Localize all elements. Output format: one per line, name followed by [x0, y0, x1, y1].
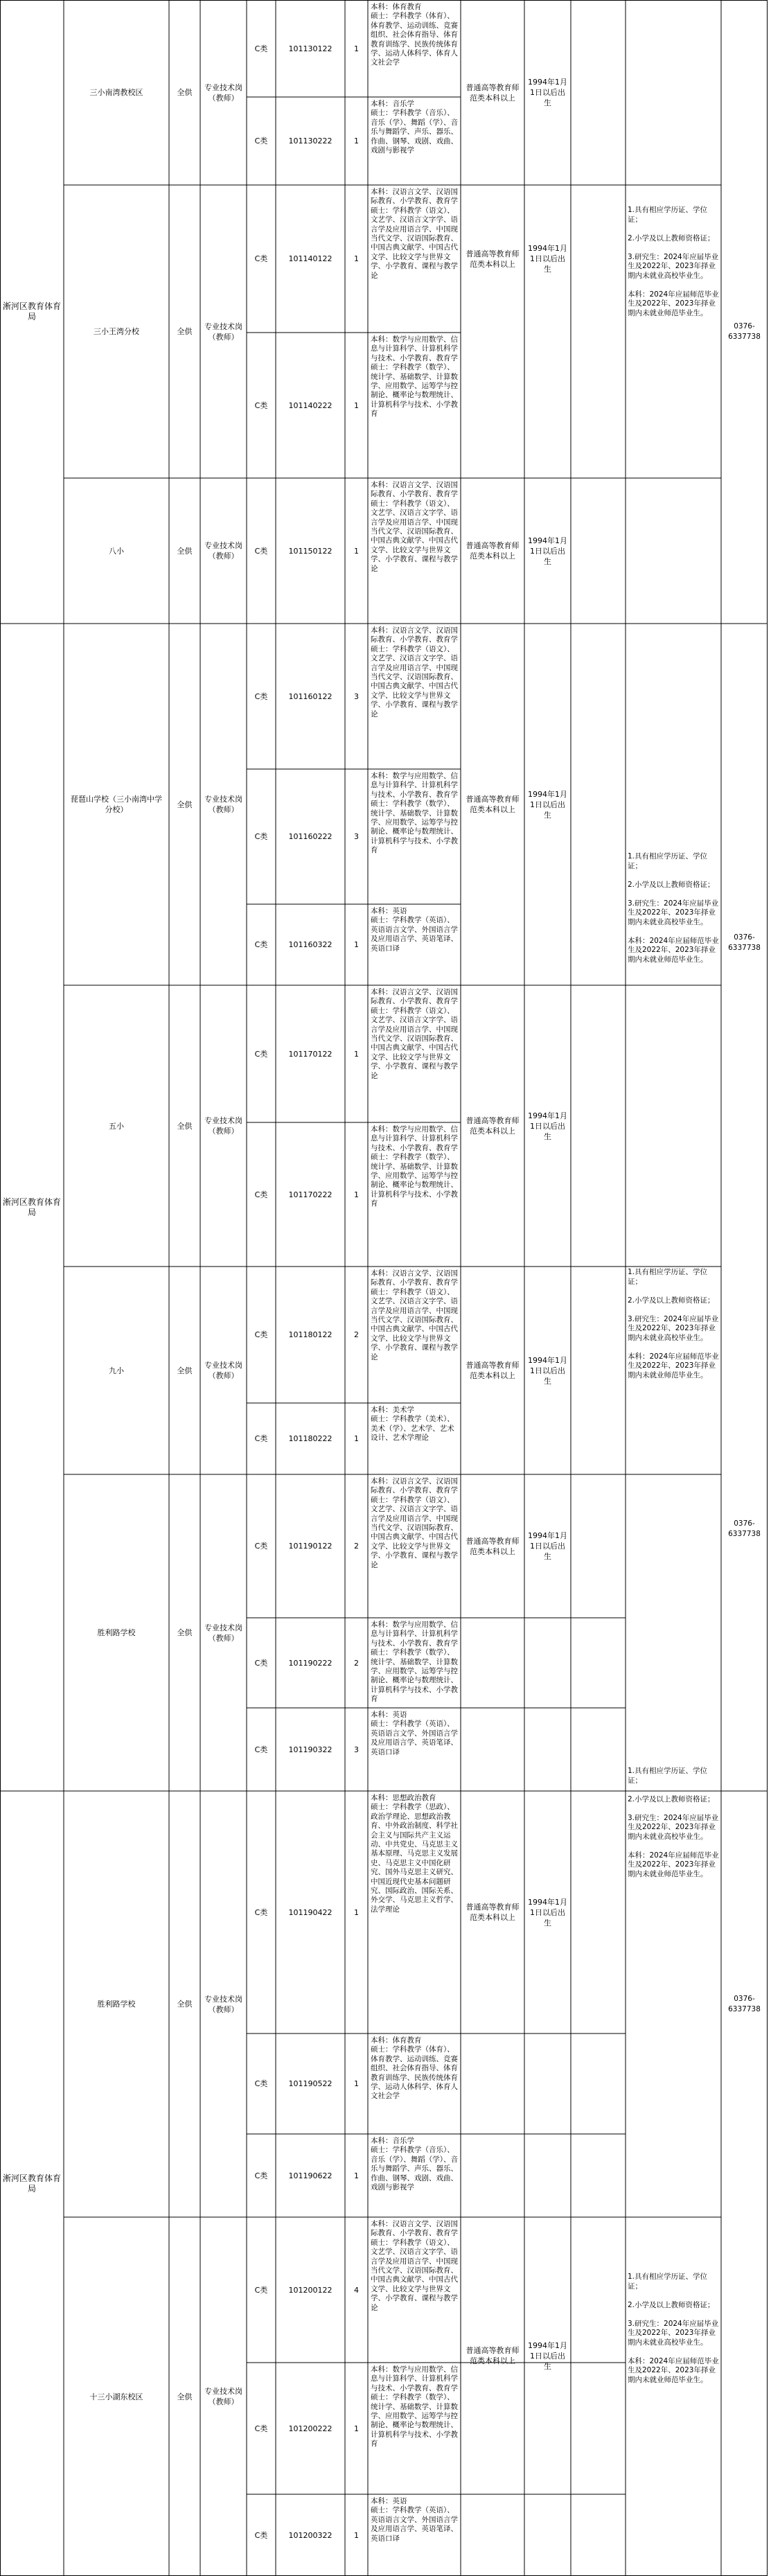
post-code-cell-text: 101180222: [288, 1434, 333, 1443]
headcount-cell: [345, 2363, 368, 2494]
category-cell: [169, 478, 200, 624]
school-cell: [64, 985, 169, 1267]
major-requirement-cell-text: 本科：汉语言文学、汉语国际教育、小学教育、教育学 硕士：学科教学（语文）、文艺学、汉语言文字学、语言学及应用语言学、中国现当代文学、汉语国际教育、中国古典文献学、中国古代文学、比较文学与世界文学、小学教育、课程与教学论: [371, 988, 458, 1080]
headcount-cell: [345, 0, 368, 97]
other-requirements: [626, 769, 721, 1046]
headcount-cell: [345, 1791, 368, 2034]
category-cell: [169, 2217, 200, 2576]
post-class-cell-text: C类: [254, 2424, 268, 2433]
post-code-cell: [276, 1791, 345, 2034]
major-requirement-cell: [368, 1618, 461, 1708]
post-class-cell: [247, 624, 276, 769]
post-type-cell-text: 专业技术岗（教师）: [204, 1994, 242, 2014]
headcount-cell: [345, 478, 368, 624]
education-cell-text: 普通高等教育师范类本科以上: [466, 1116, 520, 1136]
school-cell: [64, 1474, 169, 1791]
headcount-cell-text: 1: [354, 1190, 359, 1199]
post-type-cell-text: 专业技术岗（教师）: [204, 1623, 242, 1643]
post-code-cell: [276, 769, 345, 904]
post-type-cell-text: 专业技术岗（教师）: [204, 1361, 242, 1380]
post-class-cell: [247, 904, 276, 985]
org-label: 淅河区教育体育局: [2, 2173, 61, 2194]
education-cell: [461, 985, 524, 1267]
category-cell-text: 全供: [177, 2392, 193, 2401]
post-code-cell: [276, 2134, 345, 2217]
post-class-cell-text: C类: [254, 254, 268, 263]
school-name: 胜利路学校: [97, 2000, 136, 2009]
post-class-cell: [247, 2363, 276, 2494]
contact-cell: [721, 1267, 768, 1791]
education-cell-text: 普通高等教育师范类本科以上: [466, 1536, 520, 1556]
headcount-cell-text: 3: [354, 832, 359, 841]
post-code-cell-text: 101140222: [288, 400, 333, 410]
post-code-cell-text: 101140122: [288, 254, 333, 263]
post-code-cell-text: 101170222: [288, 1190, 333, 1199]
school-cell: [64, 1267, 169, 1474]
education-cell: [461, 624, 524, 985]
age-cell-text: 1994年1月1日以后出生: [528, 1531, 567, 1561]
major-requirement-cell: [368, 1791, 461, 2034]
post-class-cell-text: C类: [254, 2079, 268, 2088]
post-class-cell-text: C类: [254, 940, 268, 949]
post-class-cell-text: C类: [254, 1434, 268, 1443]
headcount-cell-text: 1: [354, 546, 359, 556]
category-cell-text: 全供: [177, 88, 193, 97]
category-cell-text: 全供: [177, 800, 193, 809]
school-cell: [64, 1791, 169, 2217]
education-cell: [461, 1267, 524, 1474]
post-code-cell-text: 101150122: [288, 546, 333, 556]
org-label: 淅河区教育体育局: [2, 301, 61, 321]
major-requirement-cell-text: 本科：数学与应用数学、信息与计算科学、计算机科学与技术、小学教育、教育学 硕士：学科教学（数学）、统计学、基础数学、计算数学、应用数学、运筹学与控制论、概率论与数理统计、计算机科学与技术、小学教育: [371, 1621, 458, 1704]
other-requirements: [626, 2259, 721, 2576]
category-cell-text: 全供: [177, 546, 193, 556]
major-requirement-cell: [368, 985, 461, 1122]
major-requirement-cell: [368, 1403, 461, 1474]
post-class-cell-text: C类: [254, 832, 268, 841]
major-requirement-cell-text: 本科：汉语言文学、汉语国际教育、小学教育、教育学 硕士：学科教学（语文）、文艺学、汉语言文字学、语言学及应用语言学、中国现当代文学、汉语国际教育、中国古典文献学、中国古代文学、比较文学与世界文学、小学教育、课程与教学论: [371, 626, 458, 718]
category-cell: [169, 1791, 200, 2217]
other-req-text: 1.具有相应学历证、学位证； 2.小学及以上教师资格证； 3.研究生：2024年应届毕业生及2022年、2023年择业期内未就业高校毕业生。 本科：2024年应届师范毕业生及2022年、2023年择业期内未就业师范毕业生。: [628, 206, 719, 317]
post-class-cell-text: C类: [254, 1907, 268, 1917]
major-requirement-cell-text: 本科：思想政治教育 硕士：学科教学（思政）、政治学理论、思想政治教育、中外政治制度、科学社会主义与国际共产主义运动、中共党史、马克思主义基本原理、马克思主义发展史、马克思主义中国化研究、国外马克思主义研究、中国近现代史基本问题研究、国际政治、国际关系、外交学、马克思主义哲学、法学理论: [371, 1794, 458, 1914]
major-requirement-cell-text: 本科：美术学 硕士：学科教学（美术）、美术（学）、艺术学、艺术设计、艺术学理论: [371, 1406, 454, 1443]
post-type-cell: [200, 1474, 247, 1791]
org-cell-1: [0, 0, 64, 624]
org-cell-3: [0, 1791, 64, 2576]
post-class-cell-text: C类: [254, 1745, 268, 1754]
major-requirement-cell-text: 本科：英语 硕士：学科教学（英语）、英语语言文学、外国语言学及应用语言学、英语笔译、英语口译: [371, 907, 458, 953]
post-class-cell-text: C类: [254, 1049, 268, 1059]
other-requirements: [626, 1267, 721, 1474]
education-cell-text: 普通高等教育师范类本科以上: [466, 82, 520, 103]
category-cell: [169, 1474, 200, 1791]
other-req-text: 1.具有相应学历证、学位证； 2.小学及以上教师资格证； 3.研究生：2024年应届毕业生及2022年、2023年择业期内未就业高校毕业生。 本科：2024年应届师范毕业生及2022年、2023年择业期内未就业师范毕业生。: [628, 852, 719, 964]
headcount-cell-text: 1: [354, 254, 359, 263]
headcount-cell-text: 1: [354, 1434, 359, 1443]
age-cell-text: 1994年1月1日以后出生: [528, 536, 567, 566]
education-cell: [461, 478, 524, 624]
school-cell: [64, 624, 169, 985]
post-class-cell-text: C类: [254, 136, 268, 145]
post-type-cell: [200, 0, 247, 185]
category-cell: [169, 1267, 200, 1474]
major-requirement-cell: [368, 97, 461, 185]
category-cell-text: 全供: [177, 327, 193, 336]
headcount-cell-text: 1: [354, 940, 359, 949]
category-cell-text: 全供: [177, 1121, 193, 1131]
education-cell: [461, 0, 524, 185]
post-code-cell: [276, 624, 345, 769]
major-requirement-cell-text: 本科：汉语言文学、汉语国际教育、小学教育、教育学 硕士：学科教学（语文）、文艺学、汉语言文字学、语言学及应用语言学、中国现当代文学、汉语国际教育、中国古典文献学、中国古代文学、比较文学与世界文学、小学教育、课程与教学论: [371, 2220, 458, 2312]
contact-cell: [721, 1791, 768, 2217]
post-code-cell: [276, 1403, 345, 1474]
post-code-cell-text: 101200122: [288, 2285, 333, 2295]
post-class-cell: [247, 0, 276, 97]
contact-cell: [721, 624, 768, 1262]
school-cell: [64, 185, 169, 478]
school-name: 九小: [109, 1366, 124, 1375]
org-label: 淅河区教育体育局: [2, 1197, 61, 1217]
major-requirement-cell: [368, 1122, 461, 1267]
post-code-cell-text: 101160322: [288, 940, 333, 949]
post-type-cell-text: 专业技术岗（教师）: [204, 82, 242, 103]
age-cell-text: 1994年1月1日以后出生: [528, 789, 567, 820]
age-cell: [524, 624, 571, 985]
major-requirement-cell: [368, 2134, 461, 2217]
category-cell: [169, 185, 200, 478]
major-requirement-cell-text: 本科：音乐学 硕士：学科教学（音乐）、音乐（学）、舞蹈（学）、音乐与舞蹈学、声乐、器乐、作曲、钢琴、戏剧、戏曲、戏剧与影视学: [371, 2137, 458, 2192]
age-cell: [524, 2217, 571, 2494]
post-code-cell-text: 101190322: [288, 1745, 333, 1754]
headcount-cell: [345, 1474, 368, 1618]
post-code-cell-text: 101130222: [288, 136, 333, 145]
school-name: 三小南湾教校区: [89, 88, 143, 97]
school-name: 胜利路学校: [97, 1628, 136, 1637]
education-cell-text: 普通高等教育师范类本科以上: [466, 795, 520, 814]
major-requirement-cell: [368, 2217, 461, 2363]
post-code-cell-text: 101180122: [288, 1330, 333, 1339]
major-requirement-cell: [368, 1474, 461, 1618]
post-class-cell: [247, 1791, 276, 2034]
major-requirement-cell: [368, 2363, 461, 2494]
post-code-cell-text: 101160222: [288, 832, 333, 841]
post-type-cell-text: 专业技术岗（教师）: [204, 1116, 242, 1136]
post-class-cell-text: C类: [254, 546, 268, 556]
age-cell: [524, 0, 571, 185]
age-cell-text: 1994年1月1日以后出生: [528, 244, 567, 274]
post-code-cell: [276, 0, 345, 97]
post-class-cell-text: C类: [254, 2530, 268, 2540]
post-class-cell: [247, 1618, 276, 1708]
post-class-cell-text: C类: [254, 1190, 268, 1199]
school-name: 三小王湾分校: [94, 327, 139, 336]
headcount-cell: [345, 2134, 368, 2217]
category-cell: [169, 985, 200, 1267]
headcount-cell: [345, 1122, 368, 1267]
org-cell-2: [0, 624, 64, 1791]
school-name: 琵琶山学校（三小南湾中学分校）: [71, 795, 162, 814]
post-type-cell: [200, 624, 247, 985]
school-cell: [64, 478, 169, 624]
post-class-cell-text: C类: [254, 1658, 268, 1668]
post-code-cell-text: 101200322: [288, 2530, 333, 2540]
post-code-cell: [276, 2217, 345, 2363]
major-requirement-cell-text: 本科：汉语言文学、汉语国际教育、小学教育、教育学 硕士：学科教学（语文）、文艺学、汉语言文字学、语言学及应用语言学、中国现当代文学、汉语国际教育、中国古典文献学、中国古代文学、比较文学与世界文学、小学教育、课程与教学论: [371, 1477, 458, 1569]
category-cell: [169, 624, 200, 985]
age-cell: [524, 1791, 571, 2034]
post-class-cell: [247, 1474, 276, 1618]
post-code-cell: [276, 1122, 345, 1267]
major-requirement-cell-text: 本科：体育教育 硕士：学科教学（体育）、体育教学、运动训练、竞赛组织、社会体育指导、体育教育训练学、民族传统体育学、运动人体科学、体育人文社会学: [371, 3, 458, 67]
post-type-cell-text: 专业技术岗（教师）: [204, 541, 242, 561]
post-class-cell-text: C类: [254, 2285, 268, 2295]
category-cell-text: 全供: [177, 1366, 193, 1375]
education-cell-text: 普通高等教育师范类本科以上: [466, 1361, 520, 1380]
headcount-cell-text: 1: [354, 2424, 359, 2433]
major-requirement-cell: [368, 185, 461, 333]
post-class-cell: [247, 478, 276, 624]
major-requirement-cell: [368, 904, 461, 985]
post-type-cell: [200, 185, 247, 478]
major-requirement-cell: [368, 2034, 461, 2134]
education-cell-text: 普通高等教育师范类本科以上: [466, 2346, 520, 2365]
other-req-text: 1.具有相应学历证、学位证； 2.小学及以上教师资格证； 3.研究生：2024年应届毕业生及2022年、2023年择业期内未就业高校毕业生。 本科：2024年应届师范毕业生及2022年、2023年择业期内未就业师范毕业生。: [628, 1268, 719, 1379]
contact-text: 0376-6337738: [728, 1519, 761, 1538]
age-cell-text: 1994年1月1日以后出生: [528, 1111, 567, 1141]
post-class-cell-text: C类: [254, 44, 268, 53]
other-req-text: 1.具有相应学历证、学位证； 2.小学及以上教师资格证； 3.研究生：2024年应届毕业生及2022年、2023年择业期内未就业高校毕业生。 本科：2024年应届师范毕业生及2022年、2023年择业期内未就业师范毕业生。: [628, 1767, 719, 1878]
post-class-cell: [247, 2494, 276, 2576]
category-cell: [169, 0, 200, 185]
post-class-cell-text: C类: [254, 1330, 268, 1339]
post-class-cell: [247, 1403, 276, 1474]
post-code-cell-text: 101130122: [288, 44, 333, 53]
post-class-cell: [247, 1122, 276, 1267]
post-class-cell: [247, 2134, 276, 2217]
major-requirement-cell-text: 本科：数学与应用数学、信息与计算科学、计算机科学与技术、小学教育、教育学 硕士：学科教学（数学）、统计学、基础数学、计算数学、应用数学、运筹学与控制论、概率论与数理统计、计算机科学与技术、小学教育: [371, 335, 458, 418]
school-cell: [64, 0, 169, 185]
post-code-cell-text: 101190122: [288, 1542, 333, 1551]
post-class-cell: [247, 985, 276, 1122]
headcount-cell-text: 3: [354, 1745, 359, 1754]
post-code-cell-text: 101190522: [288, 2079, 333, 2088]
headcount-cell: [345, 2217, 368, 2363]
post-code-cell: [276, 1708, 345, 1791]
major-requirement-cell-text: 本科：数学与应用数学、信息与计算科学、计算机科学与技术、小学教育、教育学 硕士：学科教学（数学）、统计学、基础数学、计算数学、应用数学、运筹学与控制论、概率论与数理统计、计算机科学与技术、小学教育: [371, 772, 458, 855]
major-requirement-cell: [368, 333, 461, 478]
post-code-cell: [276, 904, 345, 985]
post-class-cell: [247, 2034, 276, 2134]
education-cell: [461, 2217, 524, 2494]
post-class-cell-text: C类: [254, 2171, 268, 2180]
major-requirement-cell: [368, 624, 461, 769]
major-requirement-cell-text: 本科：英语 硕士：学科教学（英语）、英语语言文学、外国语言学及应用语言学、英语笔译、英语口译: [371, 2497, 458, 2543]
major-requirement-cell: [368, 1708, 461, 1791]
headcount-cell-text: 3: [354, 691, 359, 701]
post-code-cell-text: 101170122: [288, 1049, 333, 1059]
post-code-cell-text: 101190422: [288, 1907, 333, 1917]
headcount-cell-text: 1: [354, 2079, 359, 2088]
other-requirements: [626, 1746, 721, 2037]
headcount-cell-text: 1: [354, 1049, 359, 1059]
age-cell-text: 1994年1月1日以后出生: [528, 78, 567, 107]
post-code-cell-text: 101190222: [288, 1658, 333, 1668]
headcount-cell-text: 4: [354, 2285, 359, 2295]
age-cell-text: 1994年1月1日以后出生: [528, 1355, 567, 1386]
post-code-cell: [276, 985, 345, 1122]
category-cell-text: 全供: [177, 1628, 193, 1637]
post-class-cell: [247, 333, 276, 478]
headcount-cell-text: 1: [354, 136, 359, 145]
headcount-cell: [345, 985, 368, 1122]
post-code-cell: [276, 2494, 345, 2576]
post-code-cell: [276, 1618, 345, 1708]
headcount-cell: [345, 904, 368, 985]
contact-cell: [721, 185, 768, 478]
major-requirement-cell: [368, 769, 461, 904]
age-cell-text: 1994年1月1日以后出生: [528, 2340, 567, 2371]
headcount-cell-text: 2: [354, 1542, 359, 1551]
education-cell-text: 普通高等教育师范类本科以上: [466, 1903, 520, 1922]
headcount-cell: [345, 769, 368, 904]
age-cell: [524, 1474, 571, 1618]
major-requirement-cell: [368, 0, 461, 97]
headcount-cell-text: 2: [354, 1658, 359, 1668]
major-requirement-cell-text: 本科：数学与应用数学、信息与计算科学、计算机科学与技术、小学教育、教育学 硕士：学科教学（数学）、统计学、基础数学、计算数学、应用数学、运筹学与控制论、概率论与数理统计、计算机科学与技术、小学教育: [371, 1125, 458, 1208]
post-class-cell-text: C类: [254, 400, 268, 410]
post-class-cell-text: C类: [254, 691, 268, 701]
post-class-cell-text: C类: [254, 1542, 268, 1551]
post-code-cell-text: 101160122: [288, 691, 333, 701]
post-type-cell: [200, 2217, 247, 2576]
post-code-cell: [276, 333, 345, 478]
post-type-cell: [200, 1791, 247, 2217]
post-code-cell-text: 101190622: [288, 2171, 333, 2180]
education-cell: [461, 185, 524, 333]
post-type-cell-text: 专业技术岗（教师）: [204, 795, 242, 814]
school-cell: [64, 2217, 169, 2576]
major-requirement-cell-text: 本科：汉语言文学、汉语国际教育、小学教育、教育学 硕士：学科教学（语文）、文艺学、汉语言文字学、语言学及应用语言学、中国现当代文学、汉语国际教育、中国古典文献学、中国古代文学、比较文学与世界文学、小学教育、课程与教学论: [371, 188, 458, 280]
category-cell-text: 全供: [177, 2000, 193, 2009]
post-type-cell-text: 专业技术岗（教师）: [204, 321, 242, 342]
post-type-cell: [200, 985, 247, 1267]
post-type-cell: [200, 1267, 247, 1474]
headcount-cell-text: 1: [354, 44, 359, 53]
major-requirement-cell-text: 本科：汉语言文学、汉语国际教育、小学教育、教育学 硕士：学科教学（语文）、文艺学、汉语言文字学、语言学及应用语言学、中国现当代文学、汉语国际教育、中国古典文献学、中国古代文学、比较文学与世界文学、小学教育、课程与教学论: [371, 481, 458, 573]
headcount-cell: [345, 1708, 368, 1791]
contact-text: 0376-6337738: [728, 1994, 761, 2013]
post-code-cell: [276, 2363, 345, 2494]
school-name: 五小: [109, 1121, 124, 1131]
post-class-cell: [247, 1267, 276, 1403]
headcount-cell: [345, 1618, 368, 1708]
headcount-cell-text: 1: [354, 1907, 359, 1917]
headcount-cell-text: 1: [354, 2530, 359, 2540]
major-requirement-cell: [368, 478, 461, 624]
headcount-cell-text: 1: [354, 2171, 359, 2180]
other-req-text: 1.具有相应学历证、学位证； 2.小学及以上教师资格证； 3.研究生：2024年应届毕业生及2022年、2023年择业期内未就业高校毕业生。 本科：2024年应届师范毕业生及2022年、2023年择业期内未就业师范毕业生。: [628, 2273, 719, 2384]
headcount-cell: [345, 2034, 368, 2134]
post-code-cell: [276, 185, 345, 333]
post-type-cell-text: 专业技术岗（教师）: [204, 2387, 242, 2406]
major-requirement-cell-text: 本科：音乐学 硕士：学科教学（音乐）、音乐（学）、舞蹈（学）、音乐与舞蹈学、声乐、器乐、作曲、钢琴、戏剧、戏曲、戏剧与影视学: [371, 100, 458, 155]
post-class-cell: [247, 769, 276, 904]
education-cell: [461, 1474, 524, 1618]
headcount-cell: [345, 333, 368, 478]
post-code-cell: [276, 97, 345, 185]
age-cell-text: 1994年1月1日以后出生: [528, 1897, 567, 1927]
major-requirement-cell-text: 本科：英语 硕士：学科教学（英语）、英语语言文学、外国语言学及应用语言学、英语笔译、英语口译: [371, 1711, 458, 1756]
major-requirement-cell: [368, 2494, 461, 2576]
other-requirements: [626, 185, 721, 478]
post-code-cell: [276, 1267, 345, 1403]
post-type-cell: [200, 478, 247, 624]
age-cell: [524, 185, 571, 333]
major-requirement-cell: [368, 1267, 461, 1403]
major-requirement-cell-text: 本科：数学与应用数学、信息与计算科学、计算机科学与技术、小学教育、教育学 硕士：学科教学（数学）、统计学、基础数学、计算数学、应用数学、运筹学与控制论、概率论与数理统计、计算机科学与技术、小学教育: [371, 2365, 458, 2449]
education-cell-text: 普通高等教育师范类本科以上: [466, 541, 520, 561]
headcount-cell: [345, 185, 368, 333]
headcount-cell: [345, 624, 368, 769]
age-cell: [524, 985, 571, 1267]
post-class-cell: [247, 97, 276, 185]
headcount-cell-text: 2: [354, 1330, 359, 1339]
school-name: 十三小湖东校区: [89, 2392, 143, 2401]
education-cell-text: 普通高等教育师范类本科以上: [466, 249, 520, 269]
post-class-cell: [247, 2217, 276, 2363]
contact-text: 0376-6337738: [728, 933, 761, 952]
post-class-cell: [247, 185, 276, 333]
contact-text: 0376-6337738: [728, 321, 761, 341]
headcount-cell-text: 1: [354, 400, 359, 410]
post-code-cell-text: 101200222: [288, 2424, 333, 2433]
age-cell: [524, 1267, 571, 1474]
post-code-cell: [276, 2034, 345, 2134]
headcount-cell: [345, 97, 368, 185]
post-class-cell: [247, 1708, 276, 1791]
headcount-cell: [345, 1267, 368, 1403]
post-code-cell: [276, 478, 345, 624]
major-requirement-cell-text: 本科：汉语言文学、汉语国际教育、小学教育、教育学 硕士：学科教学（语文）、文艺学、汉语言文字学、语言学及应用语言学、中国现当代文学、汉语国际教育、中国古典文献学、中国古代文学、比较文学与世界文学、小学教育、课程与教学论: [371, 1269, 458, 1361]
major-requirement-cell-text: 本科：体育教育 硕士：学科教学（体育）、体育教学、运动训练、竞赛组织、社会体育指导、体育教育训练学、民族传统体育学、运动人体科学、体育人文社会学: [371, 2036, 458, 2101]
age-cell: [524, 478, 571, 624]
education-cell: [461, 1791, 524, 2034]
headcount-cell: [345, 1403, 368, 1474]
headcount-cell: [345, 2494, 368, 2576]
post-code-cell: [276, 1474, 345, 1618]
school-name: 八小: [109, 546, 124, 556]
